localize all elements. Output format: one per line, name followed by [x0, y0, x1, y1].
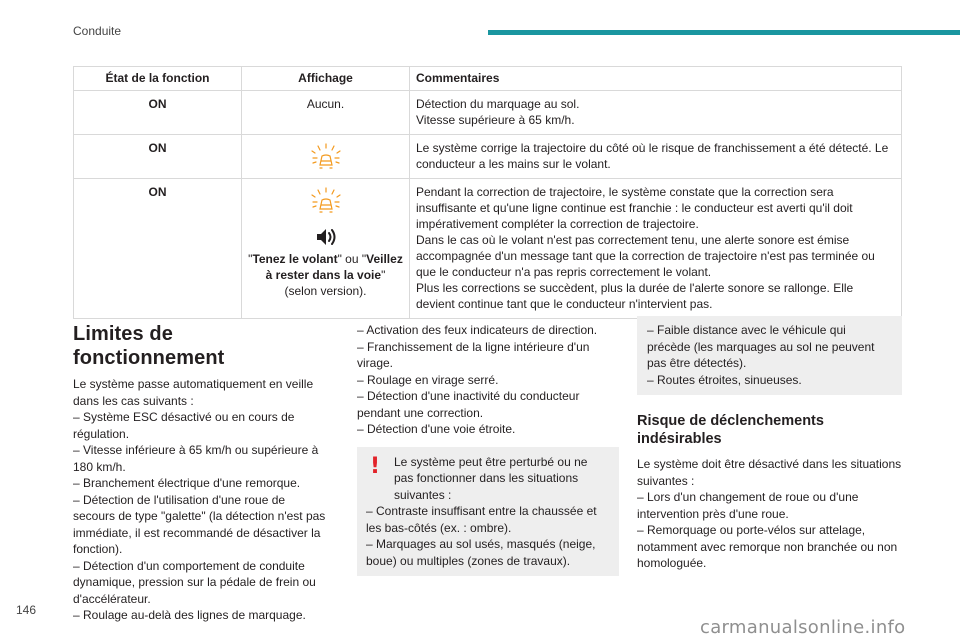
watermark: carmanualsonline.info	[700, 617, 906, 638]
list-item: – Roulage en virage serré.	[357, 372, 499, 387]
function-state-table	[73, 66, 902, 319]
list-item: – Remorquage ou porte-vélos sur attelage, notamment avec remorque non branchée ou non homologuée.	[637, 523, 898, 570]
unwanted-triggers-heading: Risque de déclenchements indésirables	[637, 413, 824, 447]
table-header-display: Affichage	[242, 67, 410, 91]
list-item: – Contraste insuffisant entre la chaussée et les bas-côtés (ex. : ombre).	[366, 504, 597, 535]
table-row	[74, 91, 902, 135]
comment-line: Vitesse supérieure à 65 km/h.	[416, 113, 575, 127]
message-tenez-le-volant: Tenez le volant	[252, 252, 338, 266]
page-number: 146	[16, 603, 37, 617]
list-item: – Détection d'une voie étroite.	[357, 422, 516, 436]
lane-keep-warning-icon	[309, 143, 343, 171]
header-accent-bar	[488, 30, 960, 35]
comment-line: Le système corrige la trajectoire du côté où le risque de franchissement a été détecté. Le conducteur a les mains sur le volant.	[416, 141, 889, 171]
list-item: – Système ESC désactivé ou en cours de régulation.	[73, 410, 295, 441]
state-cell: ON	[74, 91, 242, 135]
unwanted-intro: Le système doit être désactivé dans les situations suivantes :	[637, 457, 902, 488]
list-item: – Lors d'un changement de roue ou d'une intervention près d'une roue.	[637, 490, 859, 521]
list-item: – Activation des feux indicateurs de direction.	[357, 323, 598, 337]
limits-column-1	[73, 322, 328, 624]
display-cell	[242, 135, 410, 179]
state-cell: ON	[74, 135, 242, 179]
comment-line: Détection du marquage au sol.	[416, 97, 580, 111]
list-item: – Marquages au sol usés, masqués (neige, boue) ou multiples (zones de travaux).	[366, 537, 596, 568]
comment-line: Pendant la correction de trajectoire, le système constate que la correction sera insuffisante et qu'une ligne continue est franchie : le conducteur est averti qu'il doit impérativement compléter la correction de trajectoire.	[416, 185, 853, 231]
limits-intro: Le système passe automatiquement en veille dans les cas suivants :	[73, 377, 314, 408]
comment-line: Plus les corrections se succèdent, plus la durée de l'alerte sonore se rallonge. Elle devient continue tant que le conducteur n'intervient pas.	[416, 281, 854, 311]
table-header-state: État de la fonction	[74, 67, 242, 91]
alert-message-caption: "Tenez le volant" ou "Veillez à rester dans la voie" (selon version).	[248, 252, 403, 298]
comment-cell	[410, 91, 902, 135]
table-header-comments: Commentaires	[410, 67, 902, 91]
comment-cell	[410, 135, 902, 179]
list-item: – Roulage au-delà des lignes de marquage.	[73, 608, 306, 622]
list-item: – Détection d'un comportement de conduite dynamique, pression sur la pédale de frein ou d'accélérateur.	[73, 558, 316, 606]
lane-keep-warning-icon	[309, 187, 343, 215]
table-row	[74, 179, 902, 319]
warning-box	[357, 447, 619, 577]
message-rester-dans-la-voie: Veillez à rester dans la voie	[265, 252, 403, 282]
list-item: – Détection de l'utilisation d'une roue de secours de type "galette" (la détection n'est pas immédiate, il est recommandé de désactiver la fonction).	[73, 492, 326, 556]
list-item: – Détection d'une inactivité du conducteur pendant une correction.	[357, 389, 580, 420]
table-header-row	[74, 67, 902, 91]
speaker-icon	[315, 227, 337, 247]
state-cell: ON	[74, 179, 242, 319]
display-cell: Aucun.	[242, 91, 410, 135]
unwanted-triggers-section	[637, 412, 902, 572]
list-item: – Branchement électrique d'une remorque.	[73, 476, 301, 490]
warning-box-continued	[637, 316, 902, 395]
table-row	[74, 135, 902, 179]
comment-cell	[410, 179, 902, 319]
list-item: – Vitesse inférieure à 65 km/h ou supérieure à 180 km/h.	[73, 443, 319, 474]
list-item: – Faible distance avec le véhicule qui précède (les marquages au sol ne peuvent pas être détectés).	[647, 323, 875, 370]
list-item: – Routes étroites, sinueuses.	[647, 372, 802, 387]
comment-line: Dans le cas où le volant n'est pas correctement tenu, une alerte sonore est émise accompagnée d'un message tant que la correction de trajectoire n'est pas terminée ou que le conducteur n'a pas repris correctement le volant.	[416, 233, 875, 279]
limits-column-2	[357, 322, 619, 576]
right-column	[637, 316, 902, 572]
display-cell	[242, 179, 410, 319]
limits-heading: Limites de fonctionnement	[73, 323, 225, 369]
warning-exclamation-icon: !	[370, 453, 381, 479]
warning-lead: Le système peut être perturbé ou ne pas fonctionner dans les situations suivantes :	[394, 454, 588, 502]
section-title: Conduite	[73, 24, 122, 38]
list-item: – Franchissement de la ligne intérieure d'un virage.	[357, 339, 590, 370]
